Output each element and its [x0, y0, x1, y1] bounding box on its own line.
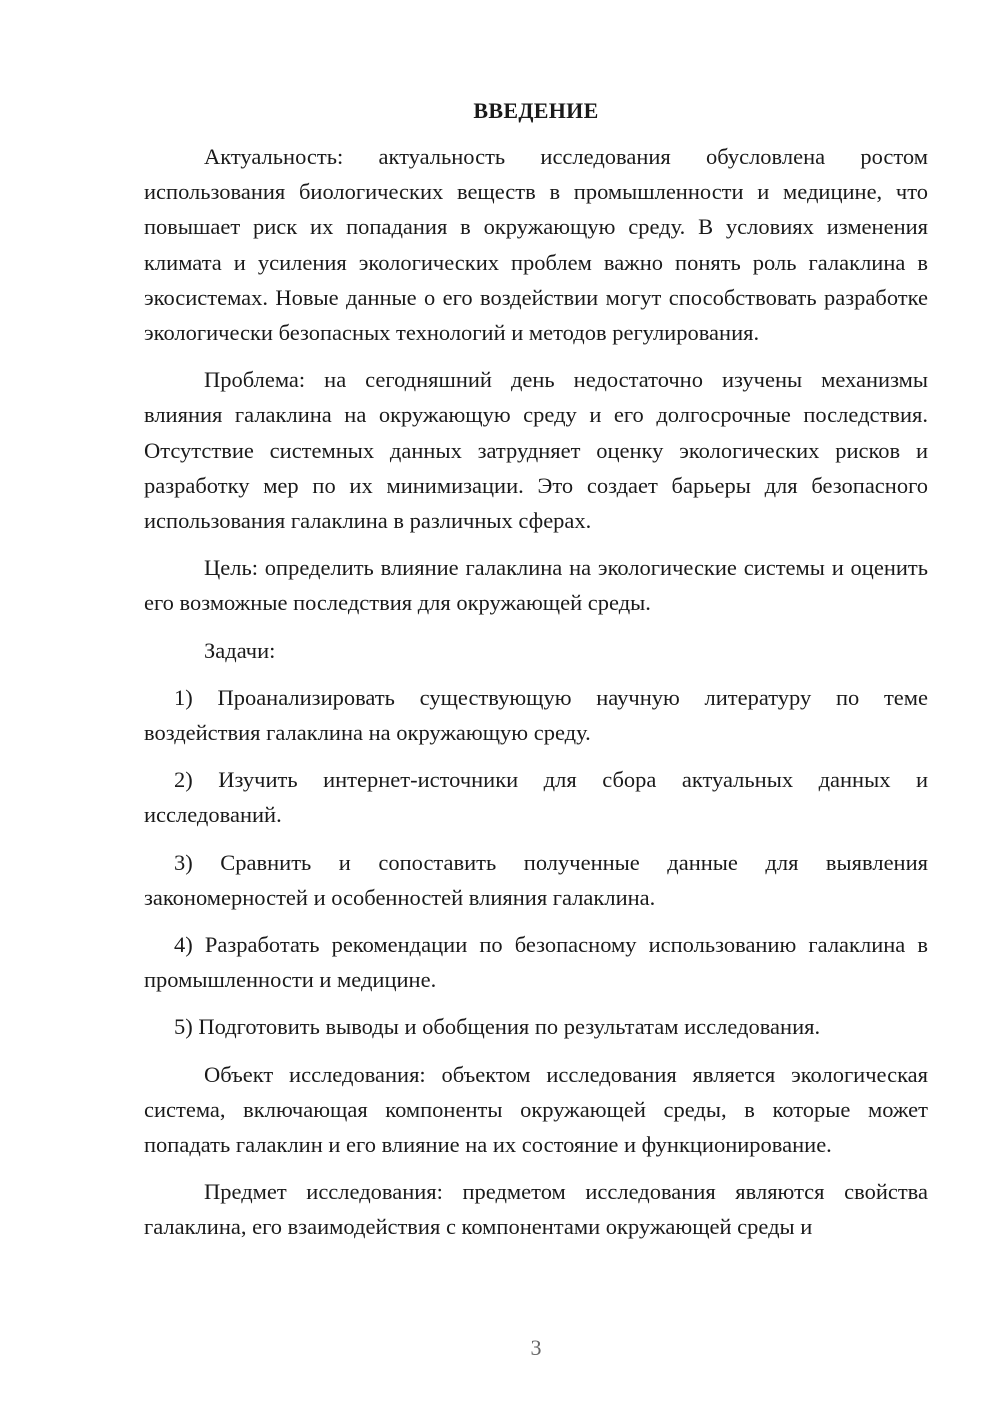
task-item-1: 1) Проанализировать существующую научную литературу по теме воздействия галаклина на окружающую среду.	[144, 684, 928, 746]
paragraph-goal: Цель: определить влияние галаклина на экологические системы и оценить его возможные последствия для окружающей среды.	[144, 555, 928, 616]
task-item-3: 3) Сравнить и сопоставить полученные данные для выявления закономерностей и особенностей влияния галаклина.	[144, 849, 928, 910]
task-item-5: 5) Подготовить выводы и обобщения по результатам исследования.	[174, 1014, 821, 1040]
page-number: 3	[530, 1335, 542, 1360]
paragraph-relevance: Актуальность: актуальность исследования обусловлена ростом использования биологических веществ в промышленности и медицине, что повышает риск их попадания в окружающую среду. В условиях изменения климата и усиления экологических проблем важно понять роль галаклина в экосистемах. Новые данные о его воздействии могут способствовать разработке экологически безопасных технологий и методов регулирования.	[144, 144, 928, 346]
tasks-label: Задачи:	[204, 637, 276, 663]
task-item-4: 4) Разработать рекомендации по безопасному использованию галаклина в промышленности и медицине.	[144, 932, 928, 993]
section-heading: ВВЕДЕНИЕ	[473, 98, 599, 123]
page-content	[144, 95, 928, 1257]
paragraph-subject: Предмет исследования: предметом исследования являются свойства галаклина, его взаимодействия с компонентами окружающей среды и	[144, 1179, 928, 1240]
paragraph-problem: Проблема: на сегодняшний день недостаточно изучены механизмы влияния галаклина на окружающую среду и его долгосрочные последствия. Отсутствие системных данных затрудняет оценку экологических рисков и разработку мер по их минимизации. Это создает барьеры для безопасного использования галаклина в различных сферах.	[144, 367, 928, 534]
task-item-2: 2) Изучить интернет-источники для сбора актуальных данных и исследований.	[144, 767, 928, 828]
paragraph-object: Объект исследования: объектом исследования является экологическая система, включающая компоненты окружающей среды, в которые может попадать галаклин и его влияние на их состояние и функционирование.	[144, 1061, 928, 1158]
